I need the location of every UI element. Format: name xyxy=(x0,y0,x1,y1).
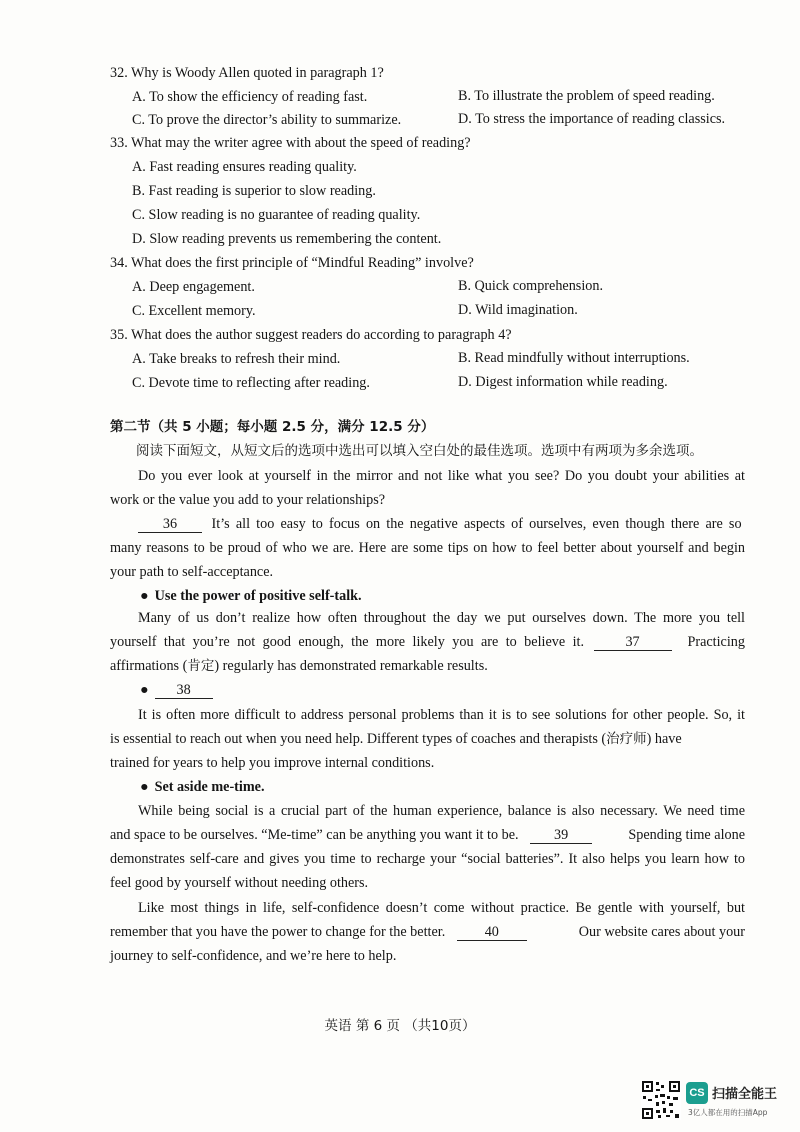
blank-40[interactable]: 40 xyxy=(457,925,527,941)
tip-heading-me-time: ● Set aside me-time. xyxy=(140,779,265,795)
question-35-option-d: D. Digest information while reading. xyxy=(458,374,668,390)
passage-p4-line1: It is often more difficult to address personal problems than it is to see solutions for other people. So, it xyxy=(138,707,745,723)
passage-p1-line1: Do you ever look at yourself in the mirror and not like what you see? Do you doubt your abilities at xyxy=(138,468,745,484)
question-35-option-a: A. Take breaks to refresh their mind. xyxy=(132,351,341,367)
question-32-option-a: A. To show the efficiency of reading fast. xyxy=(132,89,368,105)
question-34-option-b: B. Quick comprehension. xyxy=(458,278,603,294)
section-heading: 第二节（共 5 小题；每小题 2.5 分，满分 12.5 分） xyxy=(110,419,435,435)
question-34-option-d: D. Wild imagination. xyxy=(458,302,578,318)
bullet-icon: ● xyxy=(140,588,149,604)
question-34-option-a: A. Deep engagement. xyxy=(132,279,255,295)
question-32-option-b: B. To illustrate the problem of speed reading. xyxy=(458,88,715,104)
passage-p4-line2: is essential to reach out when you need help. Different types of coaches and therapists (治疗师) have xyxy=(110,731,682,747)
page-footer: 英语 第 6 页 （共10页） xyxy=(324,1018,476,1034)
bullet-icon: ● xyxy=(140,779,149,795)
passage-p2-line1-text: It’s all too easy to focus on the negative aspects of ourselves, even though there are so xyxy=(211,516,742,532)
section-instruction: 阅读下面短文，从短文后的选项中选出可以填入空白处的最佳选项。选项中有两项为多余选项。 xyxy=(136,443,703,459)
passage-p5-line4: feel good by yourself without needing others. xyxy=(110,875,369,891)
passage-p1-line2: work or the value you add to your relationships? xyxy=(110,492,386,508)
question-35-stem: 35. What does the author suggest readers do according to paragraph 4? xyxy=(110,327,512,343)
camscanner-subtitle: 3亿人都在用的扫描App xyxy=(688,1108,768,1117)
qr-code-icon xyxy=(641,1080,681,1120)
question-33-option-d: D. Slow reading prevents us remembering the content. xyxy=(132,231,442,247)
passage-p3-line2: yourself that you’re not good enough, the more likely you are to believe it. 37 Practicing xyxy=(110,634,745,650)
question-35-option-b: B. Read mindfully without interruptions. xyxy=(458,350,690,366)
passage-p5-line3: demonstrates self-care and gives you time to recharge your “social batteries”. It also helps you learn how to xyxy=(110,851,745,867)
question-33-stem: 33. What may the writer agree with about the speed of reading? xyxy=(110,135,471,151)
blank-39[interactable]: 39 xyxy=(530,828,592,844)
passage-p6-line3: journey to self-confidence, and we’re here to help. xyxy=(110,948,397,964)
question-34-stem: 34. What does the first principle of “Mindful Reading” involve? xyxy=(110,255,474,271)
question-32-option-d: D. To stress the importance of reading classics. xyxy=(458,111,726,127)
question-33-option-a: A. Fast reading ensures reading quality. xyxy=(132,159,357,175)
question-32-stem: 32. Why is Woody Allen quoted in paragraph 1? xyxy=(110,65,384,81)
question-35-option-c: C. Devote time to reflecting after reading. xyxy=(132,375,370,391)
passage-p3-line1: Many of us don’t realize how often throughout the day we put ourselves down. The more you tell xyxy=(138,610,745,626)
tip-heading-self-talk: ● Use the power of positive self-talk. xyxy=(140,588,362,604)
passage-p2-line2: many reasons to be proud of who we are. Here are some tips on how to feel better about yourself and begin xyxy=(110,540,745,556)
question-32-option-c: C. To prove the director’s ability to summarize. xyxy=(132,112,402,128)
camscanner-title: 扫描全能王 xyxy=(712,1087,778,1102)
passage-p4-line3: trained for years to help you improve internal conditions. xyxy=(110,755,435,771)
question-34-option-c: C. Excellent memory. xyxy=(132,303,256,319)
passage-p6-line1: Like most things in life, self-confidence doesn’t come without practice. Be gentle with yourself, but xyxy=(138,900,745,916)
tip-heading-blank-38 xyxy=(140,681,213,699)
passage-p3-line3: affirmations (肯定) regularly has demonstrated remarkable results. xyxy=(110,658,488,674)
camscanner-logo: CS xyxy=(686,1082,708,1104)
bullet-icon: ● xyxy=(140,682,149,698)
passage-p5-line2: and space to be ourselves. “Me-time” can be anything you want it to be. 39 Spending time alone xyxy=(110,827,745,843)
blank-36[interactable]: 36 xyxy=(138,517,202,533)
question-33-option-b: B. Fast reading is superior to slow reading. xyxy=(132,183,376,199)
blank-37[interactable]: 37 xyxy=(594,635,672,651)
passage-p5-line1: While being social is a crucial part of the human experience, balance is also necessary. We need time xyxy=(138,803,745,819)
blank-38[interactable]: 38 xyxy=(155,683,213,699)
passage-p2-line1 xyxy=(138,515,742,533)
passage-p2-line3: your path to self-acceptance. xyxy=(110,564,274,580)
question-33-option-c: C. Slow reading is no guarantee of reading quality. xyxy=(132,207,421,223)
passage-p6-line2: remember that you have the power to change for the better. 40 Our website cares about your xyxy=(110,924,745,940)
